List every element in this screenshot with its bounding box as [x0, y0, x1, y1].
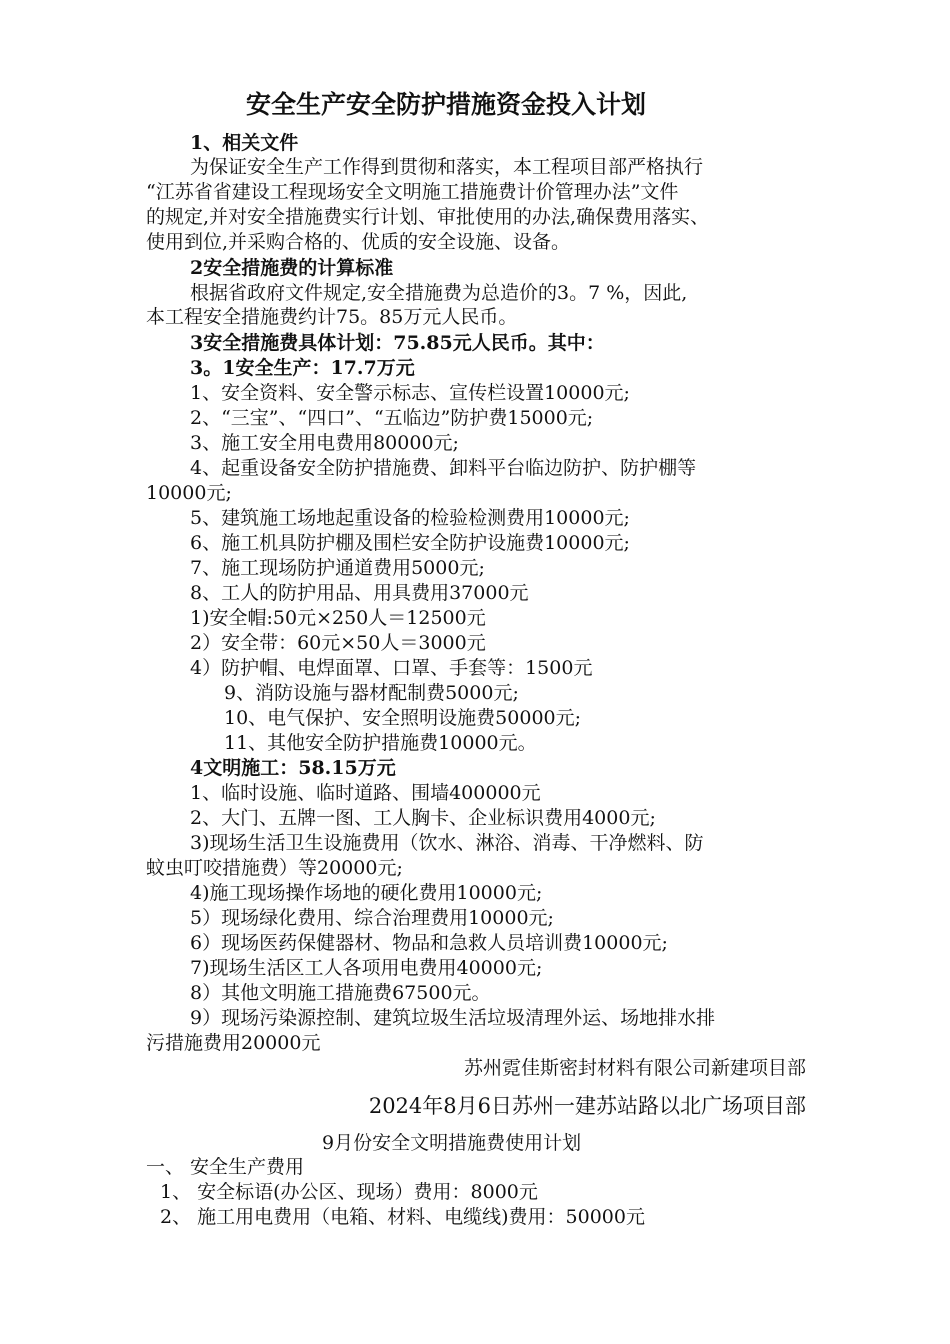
paragraph-line: 为保证安全生产工作得到贯彻和落实，本工程项目部严格执行 — [190, 156, 704, 178]
list-item: 1、临时设施、临时道路、围墙400000元 — [190, 782, 541, 804]
list-item: 4)施工现场操作场地的硬化费用10000元; — [190, 882, 543, 904]
paragraph-line: “江苏省省建设工程现场安全文明施工措施费计价管理办法”文件 — [146, 181, 679, 203]
list-item: 2）安全带：60元×50人＝3000元 — [190, 632, 486, 654]
list-item: 10、电气保护、安全照明设施费50000元; — [224, 707, 582, 729]
list-item: 8、工人的防护用品、用具费用37000元 — [190, 582, 529, 604]
section-3-heading: 3安全措施费具体计划：75.85元人民币。其中： — [190, 332, 605, 354]
list-item: 6、施工机具防护棚及围栏安全防护设施费10000元; — [190, 532, 630, 554]
list-item: 1、安全资料、安全警示标志、宣传栏设置10000元; — [190, 382, 630, 404]
paragraph-line: 本工程安全措施费约计75。85万元人民币。 — [146, 306, 518, 328]
paragraph-line: 使用到位,并采购合格的、优质的安全设施、设备。 — [146, 231, 571, 253]
list-item: 9、消防设施与器材配制费5000元; — [224, 682, 519, 704]
list-item: 3、施工安全用电费用80000元; — [190, 432, 459, 454]
list-item: 8）其他文明施工措施费67500元。 — [190, 982, 491, 1004]
signature: 苏州霓佳斯密封材料有限公司新建项目部 — [463, 1057, 806, 1079]
paragraph-line: 的规定,并对安全措施费实行计划、审批使用的办法,确保费用落实、 — [146, 206, 710, 228]
list-item: 2、大门、五牌一图、工人胸卡、企业标识费用4000元; — [190, 807, 656, 829]
list-item: 4、起重设备安全防护措施费、卸料平台临边防护、防护棚等 — [190, 457, 697, 479]
list-item: 11、其他安全防护措施费10000元。 — [224, 732, 537, 754]
document-title: 安全生产安全防护措施资金投入计划 — [246, 90, 647, 119]
list-item: 1)安全帽:50元×250人＝12500元 — [190, 607, 486, 629]
list-item: 4）防护帽、电焊面罩、口罩、手套等：1500元 — [190, 657, 593, 679]
list-item: 10000元; — [146, 482, 232, 504]
list-item: 1、 安全标语(办公区、现场）费用：8000元 — [160, 1181, 538, 1203]
list-item: 2、 施工用电费用（电箱、材料、电缆线)费用：50000元 — [160, 1206, 645, 1228]
list-item: 7)现场生活区工人各项用电费用40000元; — [190, 957, 543, 979]
section-1-heading: 1、相关文件 — [190, 132, 299, 154]
list-item: 5、建筑施工场地起重设备的检验检测费用10000元; — [190, 507, 630, 529]
list-item: 7、施工现场防护通道费用5000元; — [190, 557, 485, 579]
date-line: 2024年8月6日苏州一建苏站路以北广场项目部 — [368, 1094, 806, 1118]
list-item: 污措施费用20000元 — [146, 1032, 321, 1054]
section-4-heading: 4文明施工：58.15万元 — [190, 757, 396, 779]
section-3-1-heading: 3。1安全生产：17.7万元 — [190, 357, 415, 379]
paragraph-line: 根据省政府文件规定,安全措施费为总造价的3。7 %，因此, — [190, 282, 688, 304]
plan-2-title: 9月份安全文明措施费使用计划 — [322, 1132, 582, 1154]
list-item: 5）现场绿化费用、综合治理费用10000元; — [190, 907, 554, 929]
list-item: 6）现场医药保健器材、物品和急救人员培训费10000元; — [190, 932, 668, 954]
list-item: 蚊虫叮咬措施费）等20000元; — [146, 857, 403, 879]
plan-2-section: 一、 安全生产费用 — [146, 1156, 305, 1178]
list-item: 2、“三宝”、“四口”、“五临边”防护费15000元; — [190, 407, 594, 429]
list-item: 9）现场污染源控制、建筑垃圾生活垃圾清理外运、场地排水排 — [190, 1007, 716, 1029]
list-item: 3)现场生活卫生设施费用（饮水、淋浴、消毒、干净燃料、防 — [190, 832, 704, 854]
section-2-heading: 2安全措施费的计算标准 — [190, 257, 394, 279]
